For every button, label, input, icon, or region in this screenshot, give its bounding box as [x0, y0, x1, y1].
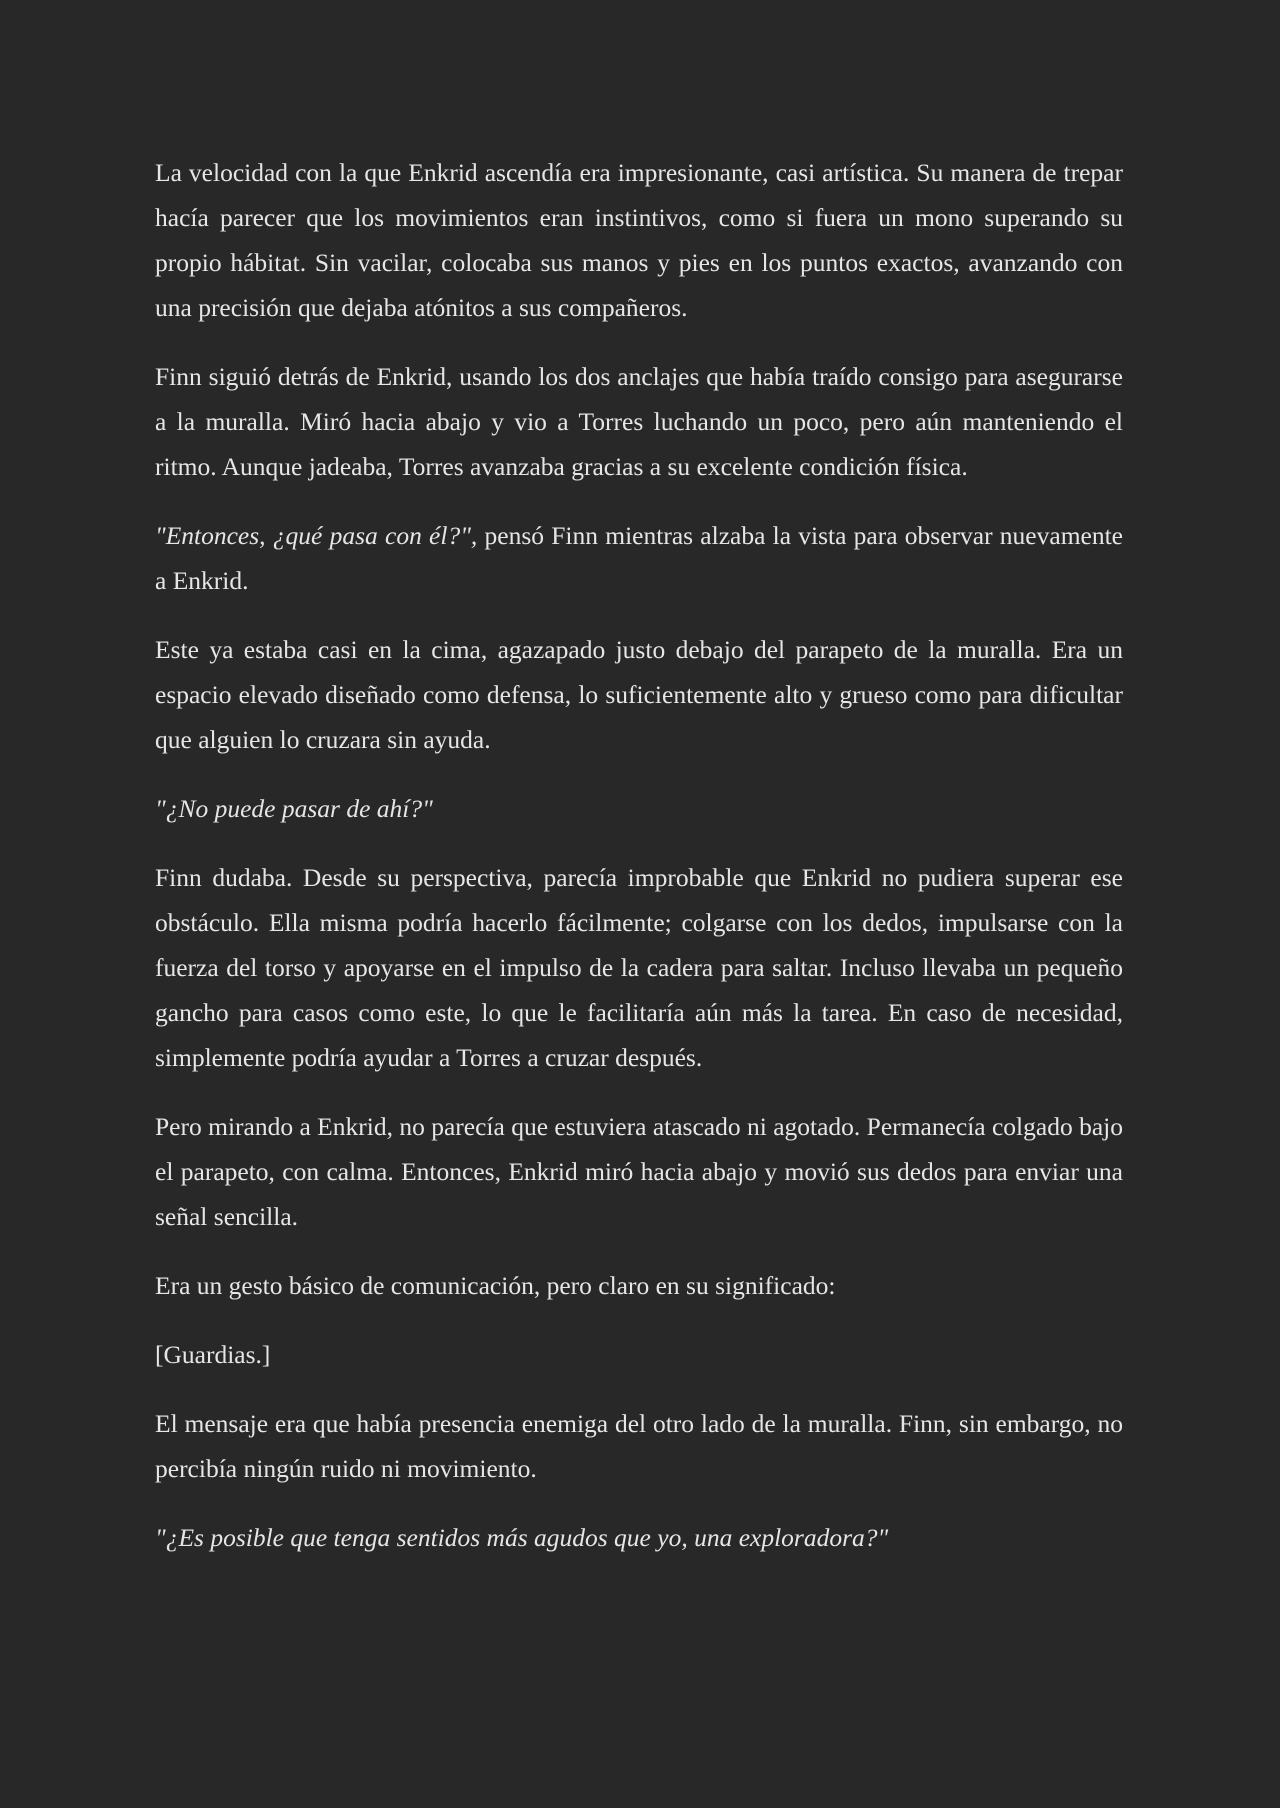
paragraph-text: Pero mirando a Enkrid, no parecía que estuviera atascado ni agotado. Permanecía colgado bajo el parapeto, con calma. Entonces, Enkrid miró hacia abajo y movió sus dedos para enviar una señal sencilla. [155, 1112, 1123, 1231]
inner-thought: "¿Es posible que tenga sentidos más agudos que yo, una exploradora?" [155, 1523, 889, 1552]
paragraph [155, 1401, 1123, 1491]
paragraph-text: [Guardias.] [155, 1340, 271, 1369]
inner-thought: "¿No puede pasar de ahí?" [155, 794, 433, 823]
paragraph-text: Finn dudaba. Desde su perspectiva, parecía improbable que Enkrid no pudiera superar ese obstáculo. Ella misma podría hacerlo fácilmente; colgarse con los dedos, impulsarse con la fuerza del torso y apoyarse en el impulso de la cadera para saltar. Incluso llevaba un pequeño gancho para casos como este, lo que le facilitaría aún más la tarea. En caso de necesidad, simplemente podría ayudar a Torres a cruzar después. [155, 863, 1123, 1072]
paragraph-text: pensó Finn mientras alzaba la vista para observar nuevamente a Enkrid. [155, 521, 1123, 595]
paragraph-text: Este ya estaba casi en la cima, agazapado justo debajo del parapeto de la muralla. Era un espacio elevado diseñado como defensa, lo suficientemente alto y grueso como para dificultar que alguien lo cruzara sin ayuda. [155, 635, 1123, 754]
paragraph-text: La velocidad con la que Enkrid ascendía era impresionante, casi artística. Su manera de trepar hacía parecer que los movimientos eran instintivos, como si fuera un mono superando su propio hábitat. Sin vacilar, colocaba sus manos y pies en los puntos exactos, avanzando con una precisión que dejaba atónitos a sus compañeros. [155, 158, 1123, 322]
chapter-text [155, 150, 1123, 1584]
paragraph [155, 855, 1123, 1080]
inner-thought: "Entonces, ¿qué pasa con él?", [155, 521, 478, 550]
paragraph [155, 513, 1123, 603]
paragraph [155, 354, 1123, 489]
paragraph [155, 150, 1123, 330]
paragraph-text: El mensaje era que había presencia enemiga del otro lado de la muralla. Finn, sin embargo, no percibía ningún ruido ni movimiento. [155, 1409, 1123, 1483]
paragraph [155, 627, 1123, 762]
paragraph [155, 1263, 1123, 1308]
paragraph [155, 786, 1123, 831]
paragraph [155, 1515, 1123, 1560]
paragraph-text: Finn siguió detrás de Enkrid, usando los dos anclajes que había traído consigo para asegurarse a la muralla. Miró hacia abajo y vio a Torres luchando un poco, pero aún manteniendo el ritmo. Aunque jadeaba, Torres avanzaba gracias a su excelente condición física. [155, 362, 1123, 481]
paragraph [155, 1104, 1123, 1239]
paragraph-text: Era un gesto básico de comunicación, pero claro en su significado: [155, 1271, 836, 1300]
paragraph [155, 1332, 1123, 1377]
